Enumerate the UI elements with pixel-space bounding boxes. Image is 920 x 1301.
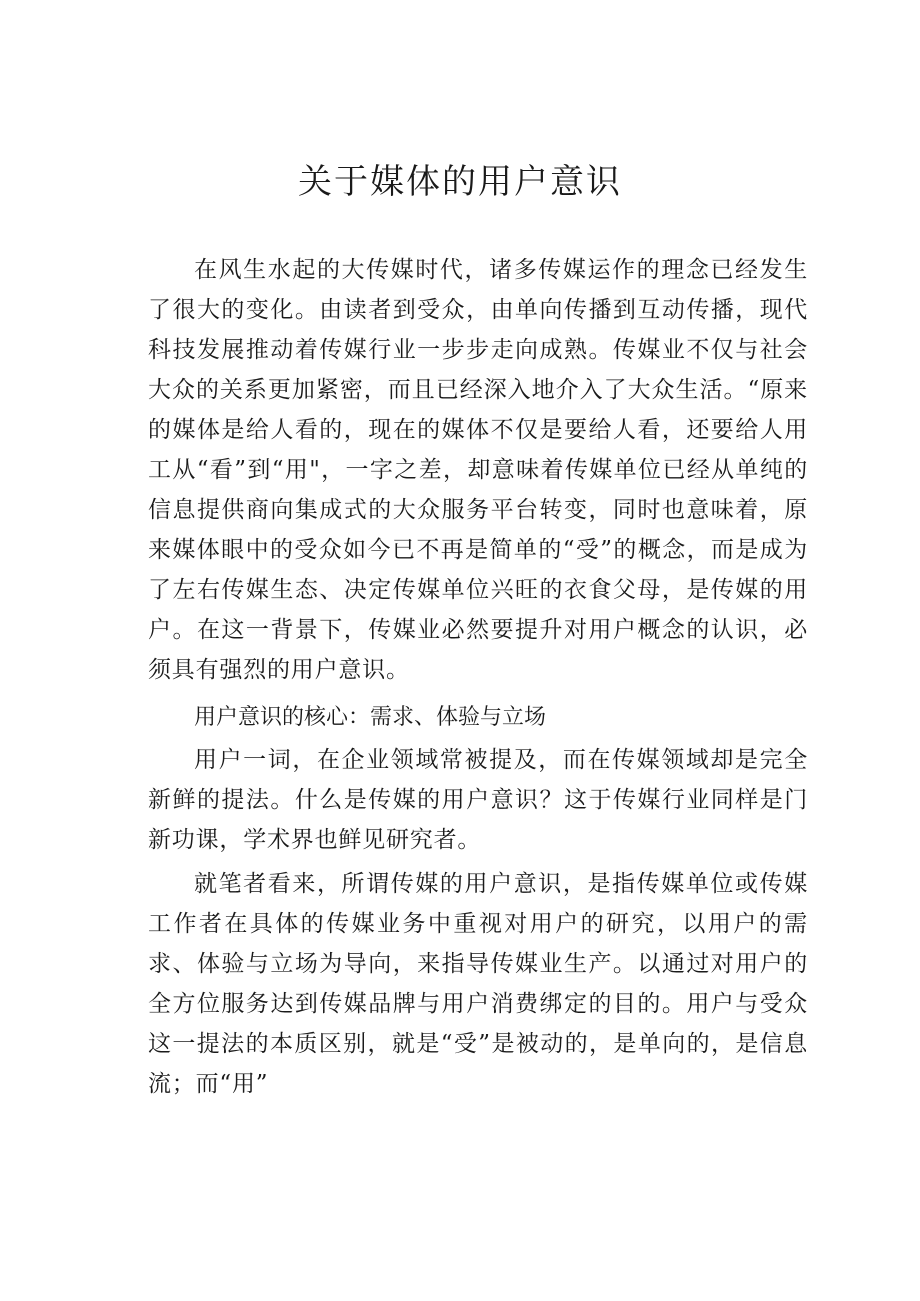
section-paragraph-2: 就笔者看来，所谓传媒的用户意识，是指传媒单位或传媒工作者在具体的传媒业务中重视对用户的研究，以用户的需求、体验与立场为导向，来指导传媒业生产。以通过对用户的全方位服务达到传媒品牌与用户消费绑定的目的。用户与受众这一提法的本质区别，就是“受”是被动的，是单向的，是信息流；而“用” [148, 871, 808, 1097]
intro-paragraph: 在风生水起的大传媒时代，诸多传媒运作的理念已经发生了很大的变化。由读者到受众，由单向传播到互动传播，现代科技发展推动着传媒行业一步步走向成熟。传媒业不仅与社会大众的关系更加紧密，而且已经深入地介入了大众生活。“原来的媒体是给人看的，现在的媒体不仅是要给人看，还要给人用工从“看”到“用"，一字之差，却意味着传媒单位已经从单纯的信息提供商向集成式的大众服务平台转变，同时也意味着，原来媒体眼中的受众如今已不再是简单的“受”的概念，而是成为了左右传媒生态、决定传媒单位兴旺的衣食父母，是传媒的用户。在这一背景下，传媒业必然要提升对用户概念的认识，必须具有强烈的用户意识。 [148, 257, 808, 683]
section-paragraph-1: 用户一词，在企业领域常被提及，而在传媒领域却是完全新鲜的提法。什么是传媒的用户意识？这于传媒行业同样是门新功课，学术界也鲜见研究者。 [148, 747, 808, 853]
document-title: 关于媒体的用户意识 [298, 162, 622, 202]
section-heading: 用户意识的核心：需求、体验与立场 [194, 705, 547, 730]
document-body [148, 250, 808, 1104]
